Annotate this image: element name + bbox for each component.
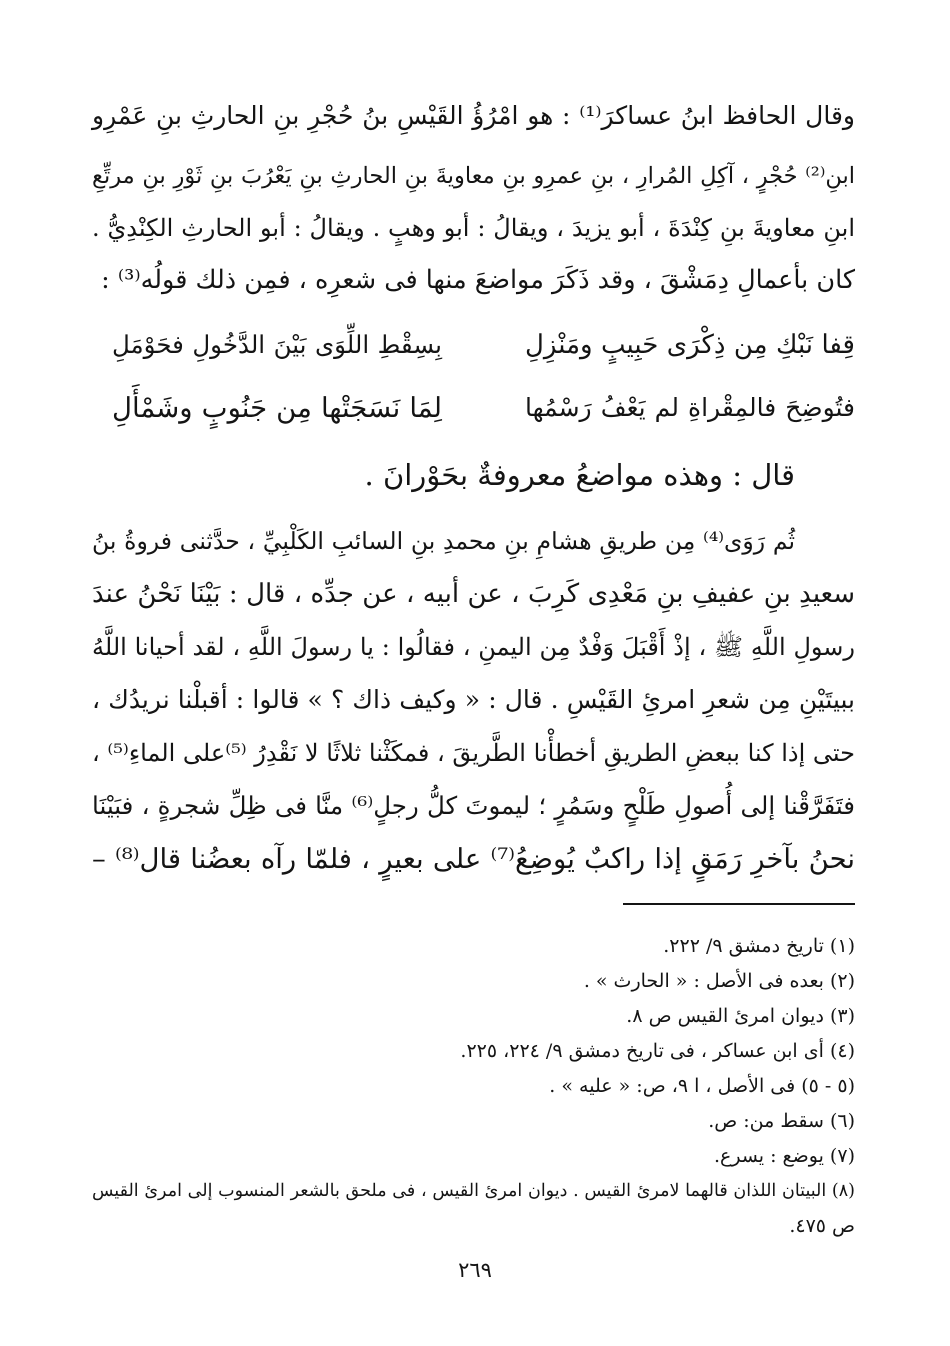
footnote: (٤) أى ابن عساكر ، فى تاريخ دمشق ٩/ ٢٢٤، ٢٢٥. <box>460 1040 855 1062</box>
footnote: (٨) البيتان اللذان قالهما لامرئ القيس . ديوان امرئ القيس ، فى ملحق بالشعر المنسوب إلى امرئ القيس <box>92 1181 855 1201</box>
verse-hemistich-second: لِمَا نَسَجَتْها مِن جَنُوبٍ وشَمْأَلِ <box>112 392 442 424</box>
verse-hemistich-second: بِسِقْطِ اللِّوَى بَيْنَ الدَّخُولِ فحَوْمَلِ <box>112 330 442 359</box>
footnote-continuation: ص ٤٧٥. <box>789 1215 855 1237</box>
verse-hemistich-first: قِفا نَبْكِ مِن ذِكْرَى حَبِيبٍ ومَنْزِلِ <box>525 330 855 360</box>
body-line: وقال الحافظ ابنُ عساكرَ⁽¹⁾ : هو امْرُؤُ القَيْسِ بنُ حُجْرِ بنِ الحارثِ بنِ عَمْرِو <box>92 101 855 130</box>
paragraph-line: فتَفَرَّقْنا إلى أُصولِ طَلْحٍ وسَمُرٍ ؛ ليموتَ كلُّ رجلٍ⁽⁶⁾ منَّا فى ظِلِّ شجرةٍ ، فبَيْنَا <box>92 791 855 820</box>
body-line: ابنِ معاويةَ بنِ كِنْدَةَ ، أبو يزيدَ ، ويقالُ : أبو وهبٍ . ويقالُ : أبو الحارثِ الكِنْدِيُّ . <box>92 214 855 242</box>
paragraph-line: رسولِ اللَّهِ ﷺ ، إذْ أَقْبَلَ وَفْدٌ مِن اليمنِ ، فقالُوا : يا رسولَ اللَّهِ ، لقد أحيانا اللَّهُ <box>92 633 855 661</box>
paragraph-line: نحنُ بآخرِ رَمَقٍ إذا راكبٌ يُوضِعُ⁽⁷⁾ على بعيرٍ ، فلمّا رآه بعضُنا قال⁽⁸⁾ – <box>92 843 855 875</box>
paragraph-line: حتى إذا كنا ببعضِ الطريقِ أخطأْنا الطَّريقَ ، فمكَثْنا ثلاثًا لا نَقْدِرُ ⁽⁵⁾على الماءِ⁽⁵⁾ ، <box>92 739 855 767</box>
footnote: (٧) يوضع : يسرع. <box>713 1145 855 1167</box>
page-number: ٢٦٩ <box>458 1258 492 1282</box>
body-line: قال : وهذه مواضعُ معروفةٌ بحَوْرانَ . <box>364 458 795 492</box>
verse-hemistich-first: فتُوضِحَ فالمِقْراةِ لم يَعْفُ رَسْمُها <box>525 393 855 422</box>
footnote: (٥ - ٥) فى الأصل ، ا ٩، ص: « عليه » . <box>549 1075 855 1097</box>
paragraph-line: ببيتَيْنِ مِن شعرِ امرئِ القَيْسِ . قال : « وكيف ذاك ؟ » قالوا : أقبلْنا نريدُك ، <box>92 685 855 714</box>
footnote: (١) تاريخ دمشق ٩/ ٢٢٢. <box>663 935 855 957</box>
paragraph-line: سعيدِ بنِ عفيفِ بنِ مَعْدِى كَرِبَ ، عن أبيه ، عن جدِّه ، قال : بَيْنَا نَحْنُ عندَ <box>92 579 855 609</box>
footnote-divider <box>623 903 855 905</box>
footnote: (٢) بعده فى الأصل : « الحارث » . <box>583 970 855 992</box>
footnote: (٣) ديوان امرئ القيس ص ٨. <box>626 1005 855 1027</box>
body-line: ابنِ⁽²⁾ حُجْرٍ ، آكِلِ المُرارِ ، بنِ عمرِو بنِ معاويةَ بنِ الحارثِ بنِ يَعْرُبَ بنِ ثَوْرِ بنِ مرتِّعِ <box>92 163 855 189</box>
body-line: كان بأعمالِ دِمَشْقَ ، وقد ذَكَرَ مواضعَ منها فى شعرِه ، فمِن ذلك قولُه⁽³⁾ : <box>101 265 855 295</box>
paragraph-line: ثُم رَوَى⁽⁴⁾ مِن طريقِ هشامِ بنِ محمدِ بنِ السائبِ الكَلْبِيِّ ، حدَّثنى فروةُ بنُ <box>92 527 795 555</box>
footnote: (٦) سقط من: ص. <box>708 1110 855 1132</box>
